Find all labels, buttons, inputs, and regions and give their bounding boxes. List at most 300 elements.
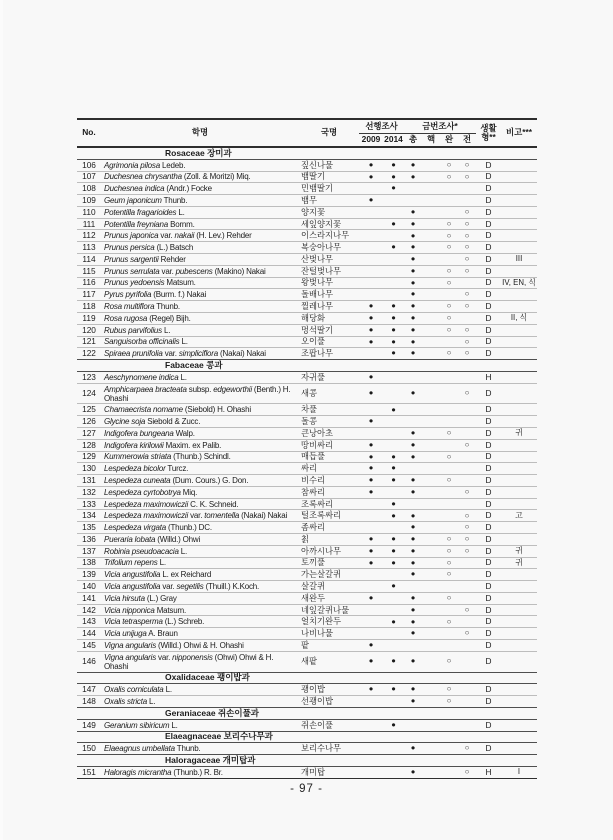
- mark-2009: ●: [359, 324, 383, 336]
- author-citation: (Thunb.) Schindl.: [171, 452, 231, 462]
- mark-2009: [359, 348, 383, 360]
- header-life-form-line1: 생활: [480, 122, 497, 133]
- mark-transition: [458, 183, 476, 195]
- species-row: [77, 427, 537, 439]
- mark-total: ●: [404, 766, 422, 778]
- latin-epithet: Lespedeza maximowiczii: [104, 511, 189, 521]
- latin-epithet: Pyrus pyrifolia: [104, 290, 152, 300]
- species-number: 111: [77, 218, 101, 230]
- mark-2014: ●: [383, 183, 404, 195]
- life-form-code: D: [476, 534, 501, 546]
- species-scientific-name: [101, 696, 299, 708]
- mark-total: [404, 498, 422, 510]
- life-form-code: D: [476, 545, 501, 557]
- mark-transition: [458, 684, 476, 696]
- latin-epithet: Vicia angustifolia: [104, 582, 161, 592]
- species-korean-name: 팥: [299, 640, 359, 652]
- latin-epithet: Vicia unijuga: [104, 629, 147, 639]
- species-korean-name: 땅비싸리: [299, 439, 359, 451]
- mark-buffer: [440, 640, 458, 652]
- mark-core: [422, 371, 440, 383]
- mark-buffer: [440, 371, 458, 383]
- note-code: [501, 522, 537, 534]
- species-korean-name: 나비나물: [299, 628, 359, 640]
- mark-total: ●: [404, 545, 422, 557]
- life-form-code: D: [476, 289, 501, 301]
- mark-transition: ○: [458, 510, 476, 522]
- life-form-code: H: [476, 371, 501, 383]
- mark-2009: [359, 277, 383, 289]
- mark-core: [422, 451, 440, 463]
- life-form-code: D: [476, 159, 501, 171]
- author-citation: var.: [162, 349, 179, 359]
- mark-transition: [458, 277, 476, 289]
- mark-2014: ●: [383, 498, 404, 510]
- species-scientific-name: [101, 336, 299, 348]
- mark-buffer: ○: [440, 475, 458, 487]
- species-row: [77, 569, 537, 581]
- mark-buffer: ○: [440, 651, 458, 672]
- note-code: II, 식: [501, 312, 537, 324]
- author-citation: subsp.: [186, 384, 214, 394]
- species-korean-name: 싸리: [299, 463, 359, 475]
- life-form-code: D: [476, 206, 501, 218]
- mark-2009: ●: [359, 336, 383, 348]
- note-code: [501, 265, 537, 277]
- mark-core: [422, 324, 440, 336]
- mark-2009: [359, 230, 383, 242]
- latin-epithet: Sanguisorba officinalis: [104, 337, 180, 347]
- mark-2009: [359, 265, 383, 277]
- species-number: 142: [77, 604, 101, 616]
- mark-2009: [359, 766, 383, 778]
- species-number: 112: [77, 230, 101, 242]
- mark-buffer: [440, 383, 458, 404]
- latin-epithet: Vigna angularis: [104, 640, 157, 650]
- mark-2009: ●: [359, 486, 383, 498]
- mark-total: [404, 719, 422, 731]
- author-citation: Rehder: [158, 254, 186, 264]
- species-korean-name: 양지꽃: [299, 206, 359, 218]
- species-row: [77, 604, 537, 616]
- family-korean-name: 장미과: [204, 147, 232, 158]
- species-scientific-name: [101, 451, 299, 463]
- note-code: [501, 383, 537, 404]
- mark-core: [422, 404, 440, 416]
- species-scientific-name: [101, 604, 299, 616]
- species-row: [77, 510, 537, 522]
- note-code: [501, 719, 537, 731]
- species-scientific-name: [101, 475, 299, 487]
- species-scientific-name: [101, 312, 299, 324]
- latin-epithet: Agrimonia pilosa: [104, 160, 160, 170]
- mark-2009: [359, 254, 383, 266]
- mark-total: ●: [404, 206, 422, 218]
- mark-transition: [458, 592, 476, 604]
- species-korean-name: 돌콩: [299, 416, 359, 428]
- mark-transition: ○: [458, 324, 476, 336]
- author-citation: (L.) Schreb.: [162, 617, 205, 627]
- mark-2014: ●: [383, 348, 404, 360]
- species-row: [77, 451, 537, 463]
- latin-epithet: Lespedeza virgata: [104, 523, 166, 533]
- note-code: [501, 684, 537, 696]
- mark-core: [422, 486, 440, 498]
- mark-buffer: ○: [440, 451, 458, 463]
- mark-2009: [359, 696, 383, 708]
- family-label: [77, 707, 537, 719]
- author-citation: (Nakai) Nakai: [218, 349, 266, 359]
- species-number: 149: [77, 719, 101, 731]
- note-code: [501, 218, 537, 230]
- mark-core: [422, 242, 440, 254]
- life-form-code: D: [476, 510, 501, 522]
- latin-epithet: Prunus japonica: [104, 231, 159, 241]
- species-row: [77, 581, 537, 593]
- species-korean-name: 찔레나무: [299, 301, 359, 313]
- species-number: 141: [77, 592, 101, 604]
- species-scientific-name: [101, 183, 299, 195]
- life-form-code: D: [476, 569, 501, 581]
- mark-buffer: [440, 416, 458, 428]
- life-form-code: D: [476, 696, 501, 708]
- species-number: 132: [77, 486, 101, 498]
- mark-transition: [458, 463, 476, 475]
- mark-transition: ○: [458, 439, 476, 451]
- latin-epithet: Indigofera bungeana: [104, 428, 174, 438]
- mark-transition: ○: [458, 743, 476, 755]
- species-korean-name: 조록싸리: [299, 498, 359, 510]
- mark-total: [404, 195, 422, 207]
- family-section-row: [77, 147, 537, 159]
- mark-2009: [359, 604, 383, 616]
- mark-2014: [383, 265, 404, 277]
- species-number: 126: [77, 416, 101, 428]
- mark-2014: [383, 522, 404, 534]
- species-scientific-name: [101, 498, 299, 510]
- mark-buffer: ○: [440, 171, 458, 183]
- species-scientific-name: [101, 348, 299, 360]
- mark-2014: ●: [383, 545, 404, 557]
- life-form-code: D: [476, 383, 501, 404]
- mark-core: [422, 510, 440, 522]
- note-code: 귀: [501, 557, 537, 569]
- species-row: [77, 684, 537, 696]
- species-number: 144: [77, 628, 101, 640]
- life-form-code: D: [476, 486, 501, 498]
- species-row: [77, 404, 537, 416]
- mark-total: ●: [404, 684, 422, 696]
- mark-2014: [383, 416, 404, 428]
- author-citation: L.: [147, 697, 156, 707]
- mark-transition: [458, 427, 476, 439]
- family-section-row: [77, 731, 537, 743]
- mark-buffer: ○: [440, 557, 458, 569]
- species-row: [77, 171, 537, 183]
- species-number: 119: [77, 312, 101, 324]
- species-korean-name: 복숭아나무: [299, 242, 359, 254]
- species-korean-name: 새팥: [299, 651, 359, 672]
- note-code: [501, 371, 537, 383]
- mark-core: [422, 604, 440, 616]
- species-korean-name: 비수리: [299, 475, 359, 487]
- life-form-code: H: [476, 766, 501, 778]
- mark-buffer: ○: [440, 277, 458, 289]
- latin-epithet: Vicia angustifolia: [104, 570, 161, 580]
- note-code: 귀: [501, 545, 537, 557]
- species-korean-name: 새콩: [299, 383, 359, 404]
- mark-core: [422, 522, 440, 534]
- mark-total: ●: [404, 522, 422, 534]
- author-citation: var.: [188, 511, 205, 521]
- header-no: No.: [82, 127, 96, 138]
- species-korean-name: 칡: [299, 534, 359, 546]
- mark-2009: ●: [359, 557, 383, 569]
- note-code: [501, 696, 537, 708]
- species-scientific-name: [101, 439, 299, 451]
- header-korean-name: 국명: [320, 127, 338, 138]
- note-code: [501, 451, 537, 463]
- author-citation: (Thunb.) DC.: [165, 523, 212, 533]
- latin-epithet: Chamaecrista nomame: [104, 405, 183, 415]
- species-number: 115: [77, 265, 101, 277]
- family-latin-name: Oxalidaceae: [165, 672, 215, 683]
- mark-transition: [458, 404, 476, 416]
- species-row: [77, 486, 537, 498]
- family-section-row: [77, 707, 537, 719]
- mark-2014: [383, 277, 404, 289]
- mark-total: ●: [404, 336, 422, 348]
- species-scientific-name: [101, 195, 299, 207]
- species-number: 106: [77, 159, 101, 171]
- species-scientific-name: [101, 404, 299, 416]
- mark-transition: ○: [458, 336, 476, 348]
- author-citation: Matsum.: [164, 278, 196, 288]
- species-number: 143: [77, 616, 101, 628]
- note-code: [501, 348, 537, 360]
- life-form-code: D: [476, 183, 501, 195]
- species-scientific-name: [101, 206, 299, 218]
- mark-2009: ●: [359, 195, 383, 207]
- species-row: [77, 545, 537, 557]
- mark-transition: [458, 475, 476, 487]
- latin-epithet: Prunus serrulata: [104, 266, 160, 276]
- mark-total: ●: [404, 289, 422, 301]
- species-row: [77, 230, 537, 242]
- species-korean-name: 아까시나무: [299, 545, 359, 557]
- latin-epithet: Kummerowia striata: [104, 452, 172, 462]
- mark-transition: ○: [458, 218, 476, 230]
- mark-buffer: ○: [440, 545, 458, 557]
- mark-core: [422, 651, 440, 672]
- life-form-code: D: [476, 498, 501, 510]
- mark-transition: ○: [458, 301, 476, 313]
- life-form-code: D: [476, 522, 501, 534]
- mark-transition: ○: [458, 486, 476, 498]
- mark-2014: [383, 628, 404, 640]
- species-number: 138: [77, 557, 101, 569]
- mark-total: ●: [404, 510, 422, 522]
- life-form-code: D: [476, 416, 501, 428]
- mark-buffer: [440, 336, 458, 348]
- author-citation: L.: [157, 558, 166, 568]
- species-korean-name: 왕벚나무: [299, 277, 359, 289]
- latin-epithet: Spiraea prunifolia: [104, 349, 163, 359]
- mark-2014: [383, 604, 404, 616]
- author-citation: (Makino) Nakai: [212, 266, 266, 276]
- mark-2014: ●: [383, 159, 404, 171]
- latin-epithet: Oxalis stricta: [104, 697, 147, 707]
- mark-2009: ●: [359, 312, 383, 324]
- species-scientific-name: [101, 510, 299, 522]
- header-current-survey: 금번조사*: [404, 119, 476, 133]
- life-form-code: D: [476, 254, 501, 266]
- note-code: [501, 416, 537, 428]
- note-code: [501, 404, 537, 416]
- life-form-code: D: [476, 312, 501, 324]
- mark-2014: [383, 439, 404, 451]
- mark-2009: ●: [359, 545, 383, 557]
- mark-transition: ○: [458, 545, 476, 557]
- life-form-code: D: [476, 171, 501, 183]
- mark-2014: ●: [383, 510, 404, 522]
- mark-buffer: ○: [440, 265, 458, 277]
- header-life-form: [476, 119, 501, 147]
- mark-buffer: [440, 581, 458, 593]
- mark-total: ●: [404, 592, 422, 604]
- latin-epithet: Rosa rugosa: [104, 313, 148, 323]
- mark-core: [422, 301, 440, 313]
- mark-total: ●: [404, 534, 422, 546]
- species-korean-name: 오이풀: [299, 336, 359, 348]
- life-form-code: D: [476, 616, 501, 628]
- mark-buffer: ○: [440, 242, 458, 254]
- latin-epithet: Rosa multiflora: [104, 302, 155, 312]
- mark-total: ●: [404, 616, 422, 628]
- mark-core: [422, 696, 440, 708]
- author-citation: (L.) Gray: [144, 593, 177, 603]
- mark-core: [422, 277, 440, 289]
- mark-2009: [359, 183, 383, 195]
- species-scientific-name: [101, 265, 299, 277]
- header-col-core: 핵: [426, 134, 436, 144]
- species-row: [77, 254, 537, 266]
- species-scientific-name: [101, 416, 299, 428]
- life-form-code: D: [476, 651, 501, 672]
- header-prior-survey: 선행조사: [359, 119, 404, 133]
- note-code: [501, 592, 537, 604]
- latin-epithet: Duchesnea indica: [104, 184, 165, 194]
- species-scientific-name: [101, 569, 299, 581]
- author-citation: Thunb.: [174, 744, 201, 754]
- species-number: 129: [77, 451, 101, 463]
- species-number: 150: [77, 743, 101, 755]
- species-row: [77, 416, 537, 428]
- species-number: 128: [77, 439, 101, 451]
- species-number: 122: [77, 348, 101, 360]
- author-citation: (Siebold) H. Ohashi: [182, 405, 251, 415]
- species-row: [77, 206, 537, 218]
- author-citation: L.: [163, 685, 172, 695]
- latin-epithet: Lespedeza cuneata: [104, 475, 171, 485]
- note-code: 귀: [501, 427, 537, 439]
- mark-buffer: ○: [440, 312, 458, 324]
- author-citation: var.: [158, 231, 175, 241]
- species-scientific-name: [101, 289, 299, 301]
- latin-epithet: Haloragis micrantha: [104, 767, 172, 777]
- life-form-code: D: [476, 451, 501, 463]
- mark-core: [422, 254, 440, 266]
- mark-transition: ○: [458, 159, 476, 171]
- note-code: [501, 569, 537, 581]
- latin-epithet: Potentilla fragarioides: [104, 207, 177, 217]
- mark-total: [404, 581, 422, 593]
- mark-core: [422, 581, 440, 593]
- species-number: 130: [77, 463, 101, 475]
- family-korean-name: 괭이밥과: [214, 672, 250, 683]
- mark-2009: ●: [359, 451, 383, 463]
- mark-2014: ●: [383, 463, 404, 475]
- note-code: [501, 289, 537, 301]
- mark-total: [404, 416, 422, 428]
- species-korean-name: 얼치기완두: [299, 616, 359, 628]
- mark-total: ●: [404, 475, 422, 487]
- latin-epithet: Lespedeza cyrtobotrya: [104, 487, 181, 497]
- mark-buffer: [440, 510, 458, 522]
- mark-total: ●: [404, 277, 422, 289]
- life-form-code: D: [476, 463, 501, 475]
- species-korean-name: 네잎갈퀴나물: [299, 604, 359, 616]
- note-code: [501, 604, 537, 616]
- mark-core: [422, 534, 440, 546]
- species-scientific-name: [101, 628, 299, 640]
- mark-buffer: [440, 604, 458, 616]
- species-number: 107: [77, 171, 101, 183]
- species-korean-name: 자귀풀: [299, 371, 359, 383]
- mark-2009: [359, 581, 383, 593]
- mark-transition: ○: [458, 254, 476, 266]
- mark-total: ●: [404, 557, 422, 569]
- note-code: [501, 475, 537, 487]
- family-latin-name: Haloragaceae: [165, 754, 221, 765]
- species-row: [77, 265, 537, 277]
- mark-total: ●: [404, 651, 422, 672]
- species-scientific-name: [101, 324, 299, 336]
- mark-2009: [359, 522, 383, 534]
- author-citation: (Benth.) H. Ohashi: [104, 384, 291, 403]
- species-scientific-name: [101, 534, 299, 546]
- mark-2014: [383, 383, 404, 404]
- mark-total: [404, 463, 422, 475]
- mark-2014: ●: [383, 404, 404, 416]
- note-code: III: [501, 254, 537, 266]
- mark-2009: ●: [359, 640, 383, 652]
- species-number: 114: [77, 254, 101, 266]
- mark-core: [422, 336, 440, 348]
- author-citation: C. K. Schneid.: [188, 499, 239, 509]
- mark-core: [422, 684, 440, 696]
- note-code: [501, 230, 537, 242]
- note-code: 고: [501, 510, 537, 522]
- author-citation: var.: [159, 266, 176, 276]
- mark-buffer: [440, 766, 458, 778]
- mark-total: ●: [404, 604, 422, 616]
- flora-survey-table: [77, 118, 537, 779]
- species-row: [77, 743, 537, 755]
- species-scientific-name: [101, 581, 299, 593]
- note-code: [501, 336, 537, 348]
- species-korean-name: 짚신나물: [299, 159, 359, 171]
